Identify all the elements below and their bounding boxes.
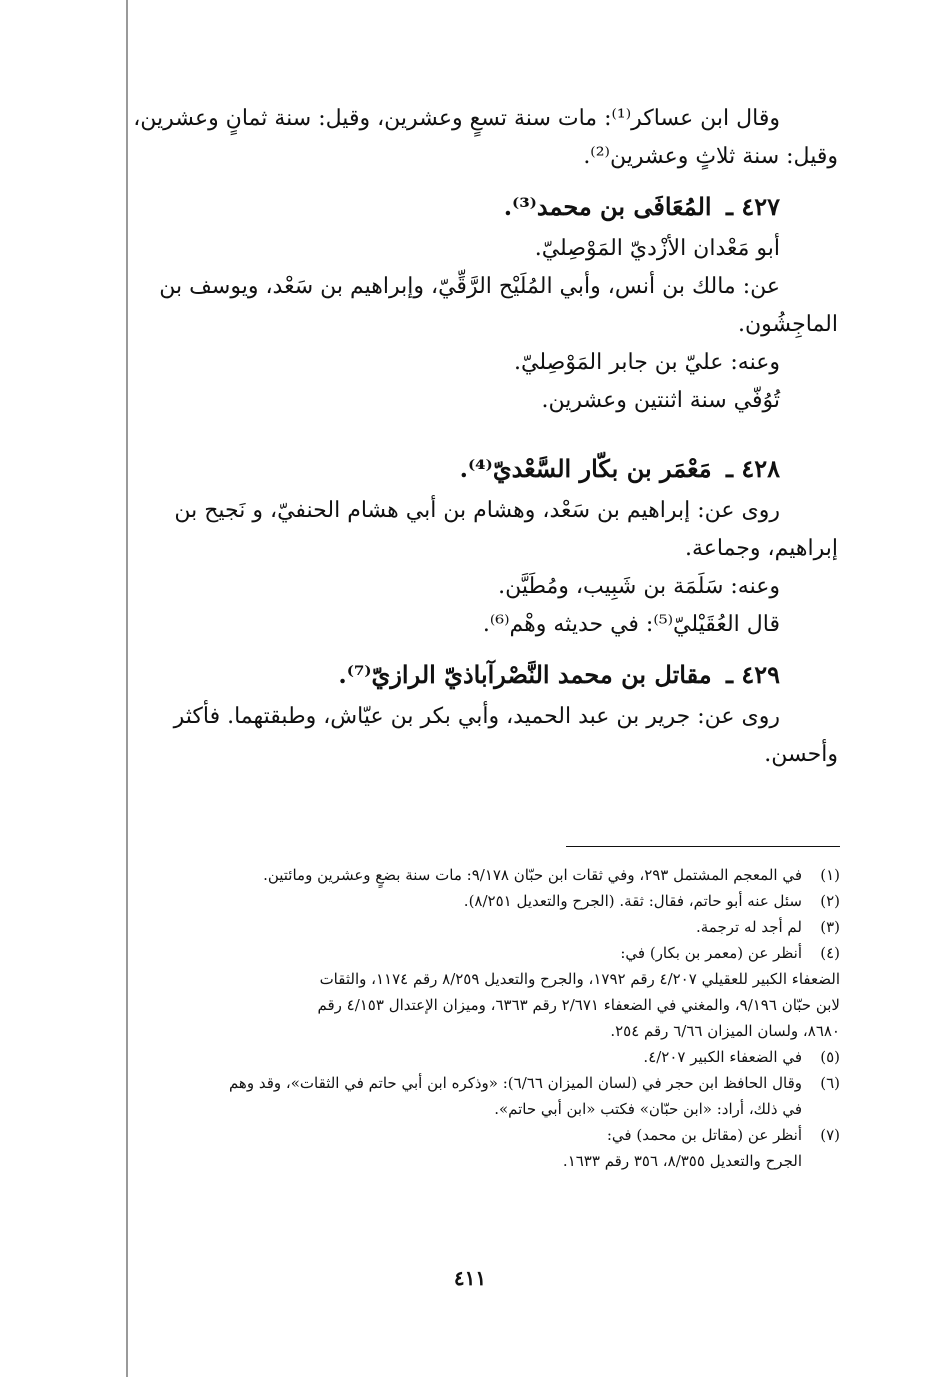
page-number: ٤١١ xyxy=(453,1266,487,1290)
entry-heading xyxy=(132,184,838,230)
footnote-text: وقال الحافظ ابن حجر في (لسان الميزان ٦/٦٦): «وذكره ابن أبي حاتم في الثقات»، وقد وهم xyxy=(228,1074,802,1092)
entry-line: إبراهيم، وجماعة. xyxy=(684,536,838,561)
footnote-text: لم أجد له ترجمة. xyxy=(696,918,802,936)
footnote xyxy=(132,914,840,940)
entry-line: عن: مالك بن أنس، وأبي المُلَيْح الرَّقِّيّ، وإبراهيم بن سَعْد، ويوسف بن xyxy=(159,274,780,299)
entry-line: قال العُقَيْليّ⁽⁵⁾: في حديثه وهْم⁽⁶⁾. xyxy=(482,612,780,637)
footnote-text: أنظر عن (معمر بن بكار) في: xyxy=(620,944,802,962)
footnote xyxy=(132,1122,840,1174)
entry-number: ٤٢٩ ـ xyxy=(725,660,780,689)
entry-line: الماجِشُون. xyxy=(738,312,838,337)
entry-line: تُوُفّي سنة اثنتين وعشرين. xyxy=(541,388,780,413)
intro-line: وقيل: سنة ثلاثٍ وعشرين⁽²⁾. xyxy=(583,144,838,169)
footnote-number: (٤) xyxy=(820,944,840,962)
entry-name: مقاتل بن محمد النَّصْرآباذيّ الرازيّ⁽⁷⁾. xyxy=(338,660,712,689)
entry-line: وعنه: سَلَمَة بن شَبِيب، ومُطَيَّن. xyxy=(498,574,780,599)
footnote-number: (٢) xyxy=(820,892,840,910)
entry-heading xyxy=(132,652,838,698)
footnote-text: في المعجم المشتمل ٢٩٣، وفي ثقات ابن حبّان ٩/١٧٨: مات سنة بضعٍ وعشرين ومائتين. xyxy=(263,866,802,884)
footnote-text: في الضعفاء الكبير ٤/٢٠٧. xyxy=(643,1048,802,1066)
entry-line: أبو مَعْدان الأزْديّ المَوْصِليّ. xyxy=(534,236,780,261)
entry-number: ٤٢٧ ـ xyxy=(725,192,780,221)
footnote xyxy=(132,1070,840,1122)
entry-name: المُعَافَى بن محمد⁽³⁾. xyxy=(503,192,712,221)
margin-rule xyxy=(126,0,128,1377)
footnote-number: (٥) xyxy=(820,1048,840,1066)
entry-line: روى عن: جرير بن عبد الحميد، وأبي بكر بن عيّاش، وطبقتهما. فأكثر xyxy=(173,704,780,729)
entry-line: وعنه: عليّ بن جابر المَوْصِليّ. xyxy=(514,350,780,375)
footnote-text: لابن حبّان ٩/١٩٦، والمغني في الضعفاء ٢/٦٧١ رقم ٦٣٦٣، وميزان الإعتدال ٤/١٥٣ رقم xyxy=(317,996,840,1014)
footnote-number: (٣) xyxy=(820,918,840,936)
footnote xyxy=(132,940,840,1044)
footnote-number: (٦) xyxy=(820,1074,840,1092)
footnotes xyxy=(132,862,840,1174)
footnote-number: (١) xyxy=(820,866,840,884)
footnote-text: ٨٦٨٠، ولسان الميزان ٦/٦٦ رقم ٢٥٤. xyxy=(610,1022,840,1040)
footnote-number: (٧) xyxy=(820,1126,840,1144)
footnote xyxy=(132,888,840,914)
footnote-text: الجرح والتعديل ٨/٣٥٥، ٣٥٦ رقم ١٦٣٣. xyxy=(562,1152,802,1170)
footnote-text: سئل عنه أبو حاتم، فقال: ثقة. (الجرح والتعديل ٨/٢٥١). xyxy=(463,892,802,910)
entry-line: روى عن: إبراهيم بن سَعْد، وهشام بن أبي هشام الحنفيّ، و نَجيح بن xyxy=(174,498,780,523)
entry-line: وأحسن. xyxy=(764,742,838,767)
entry-number: ٤٢٨ ـ xyxy=(725,454,780,483)
intro-line: وقال ابن عساكر⁽¹⁾: مات سنة تسعٍ وعشرين، وقيل: سنة ثمانٍ وعشرين، xyxy=(133,106,780,131)
entry-heading xyxy=(132,446,838,492)
footnote-divider xyxy=(566,846,840,847)
footnote xyxy=(132,1044,840,1070)
footnote-text: الضعفاء الكبير للعقيلي ٤/٢٠٧ رقم ١٧٩٢، والجرح والتعديل ٨/٢٥٩ رقم ١١٧٤، والثقات xyxy=(319,970,840,988)
footnote-text: في ذلك، أراد: «ابن حبّان» فكتب «ابن أبي حاتم». xyxy=(494,1100,802,1118)
footnote-text: أنظر عن (مقاتل بن محمد) في: xyxy=(606,1126,802,1144)
entry-name: مَعْمَر بن بكّار السَّعْديّ⁽⁴⁾. xyxy=(459,454,712,483)
main-text xyxy=(132,100,838,774)
footnote xyxy=(132,862,840,888)
